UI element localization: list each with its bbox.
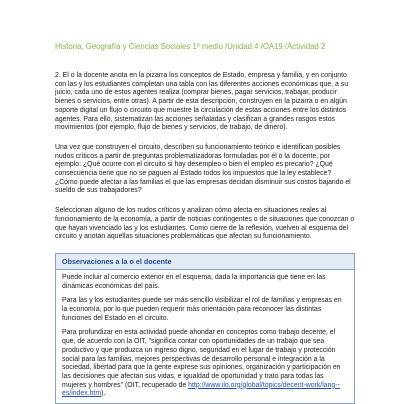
notes-paragraph-3-end: ). [101, 390, 106, 398]
notes-paragraph-3 [62, 329, 348, 399]
ilo-link[interactable]: http://www.ilo.org/global/topics/decent-work/lang--es/index.htm [62, 381, 340, 398]
activity-paragraph-1: 2. El o la docente anota en la pizarra los conceptos de Estado, empresa y familia, y en conjunto con las y los estudiantes completan una tabla con las diferentes acciones económicas que, a su juicio, cada uno de estos agentes realiza (comprar bienes, pagar servicios, trabajar, producir bienes o servicios, entre otras). A partir de esta descripción, construyen en la pizarra o en algún soporte digital un flujo o circuito que muestre la circulación de estas acciones entre los distintos agentes. Para ello, sistematizan las acciones señaladas y clasifican a grandes rasgos estos movimientos (por ejemplo, flujo de bienes y servicios, de trabajo, de dinero). [55, 72, 349, 132]
teacher-notes-title: Observaciones a la o el docente [56, 254, 354, 270]
notes-paragraph-2: Para las y los estudiantes puede ser más sencillo visibilizar el rol de familias y empresas en la economía, por lo que pueden requerir más orientación para reconocer las distintas funciones del Estado en el circuito. [62, 297, 342, 322]
main-content [55, 72, 355, 404]
teacher-notes-box [55, 253, 355, 404]
notes-paragraph-3-text: Para profundizar en esta actividad puede ahondar en conceptos como trabajo decente, el que, de acuerdo con la OIT, "significa contar con oportunidades de un trabajo que sea productivo y que produzca un ingreso digno, seguridad en el lugar de trabajo y protección social para las familias, mejores perspectivas de desarrollo personal e integración a la sociedad, libertad para que la gente exprese sus opiniones, organización y participación en las decisiones que afectan sus vidas, e igualdad de oportunidad y trato para todas las mujeres y hombres" (OIT, recuperado de [62, 329, 341, 389]
breadcrumb: Historia, Geografía y Ciencias Sociales 1º medio /Unidad 4 /OA19 /Actividad 2 [55, 42, 326, 51]
teacher-notes-body [56, 270, 354, 403]
notes-paragraph-1: Puede incluir al comercio exterior en el esquema, dada la importancia que tiene en las dinámicas económicas del país. [62, 273, 326, 290]
activity-paragraph-3: Seleccionan alguno de los nudos críticos y analizan cómo afecta en situaciones reales al funcionamiento de la economía, a partir de noticias contingentes o de situaciones que conozcan o que hayan vivenciado las y los estudiantes. Como cierre de la reflexión, vuelven al esquema del circuito y anotan aquellas situaciones problemáticas que afectan su funcionamiento. [55, 207, 355, 241]
activity-paragraph-2: Una vez que construyen el circuito, describen su funcionamiento teórico e identifican posibles nudos críticos a partir de preguntas problematizadoras formuladas por él o la docente, por ejemplo: ¿Qué ocurre con el circuito si hay desempleo o bien el empleo es precario? ¿Qué consecuencia tiene que no se paguen al Estado todos los impuestos que la ley establece? ¿Cómo puede afectar a las familias el que las empresas decidan disminuir sus costos bajando el sueldo de sus trabajadores? [55, 143, 351, 195]
